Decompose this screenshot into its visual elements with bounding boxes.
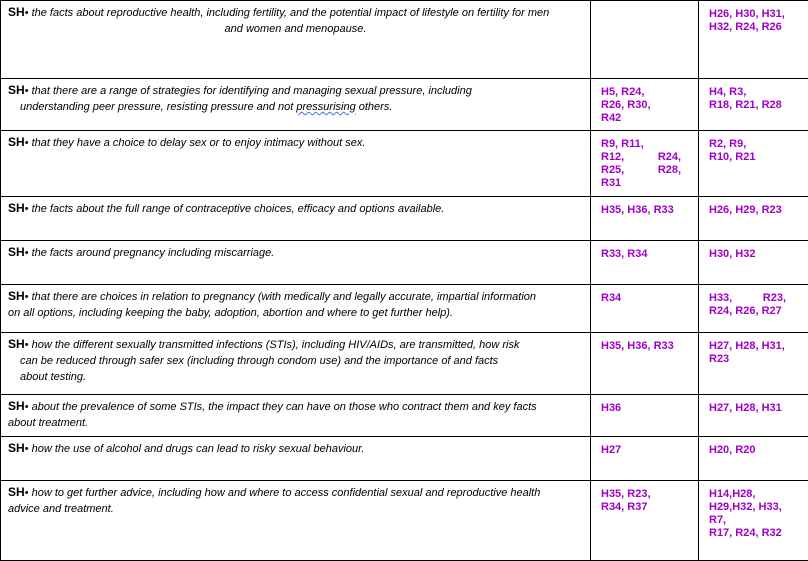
objective-line: • about the prevalence of some STIs, the impact they can have on those who contract them and key facts	[25, 401, 537, 413]
objective-line: advice and treatment.	[8, 503, 114, 515]
objective-line: • the facts about reproductive health, including fertility, and the potential impact of lifestyle on fertility for men	[25, 7, 550, 19]
code-cell-col2: H35, H36, R33	[591, 333, 699, 395]
row-prefix: SH	[8, 135, 25, 149]
table-row	[1, 395, 808, 437]
objective-cell	[1, 285, 591, 333]
code-cell-col3: H27, H28, H31	[699, 395, 808, 437]
objective-line: about treatment.	[8, 417, 88, 429]
code-cell-col3: H33, R23, R24, R26, R27	[699, 285, 808, 333]
code-cell-col3: H14,H28, H29,H32, H33, R7, R17, R24, R32	[699, 481, 808, 561]
objective-line: about testing.	[8, 369, 583, 385]
code-cell-col2: R33, R34	[591, 241, 699, 285]
row-prefix: SH	[8, 399, 25, 413]
code-cell-col2: H27	[591, 437, 699, 481]
objective-line: • the facts about the full range of contraceptive choices, efficacy and options available.	[25, 203, 445, 215]
objective-line: • how to get further advice, including how and where to access confidential sexual and reproductive health	[25, 487, 541, 499]
row-prefix: SH	[8, 485, 25, 499]
code-cell-col2: R9, R11, R12, R24, R25, R28, R31	[591, 131, 699, 197]
objective-cell	[1, 197, 591, 241]
code-cell-col2: H36	[591, 395, 699, 437]
objective-line: • the facts around pregnancy including miscarriage.	[25, 247, 275, 259]
row-prefix: SH	[8, 441, 25, 455]
row-prefix: SH	[8, 337, 25, 351]
objective-cell	[1, 437, 591, 481]
objective-line: • how the different sexually transmitted infections (STIs), including HIV/AIDs, are transmitted, how risk	[25, 339, 520, 351]
table-row	[1, 79, 808, 131]
objective-cell	[1, 395, 591, 437]
code-cell-col2: H5, R24, R26, R30, R42	[591, 79, 699, 131]
objective-cell	[1, 481, 591, 561]
objective-cell	[1, 1, 591, 79]
objective-line: • that they have a choice to delay sex or to enjoy intimacy without sex.	[25, 137, 366, 149]
code-cell-col3: H4, R3, R18, R21, R28	[699, 79, 808, 131]
objective-line: can be reduced through safer sex (including through condom use) and the importance of and facts	[8, 353, 583, 369]
code-cell-col2: R34	[591, 285, 699, 333]
objective-line: and women and menopause.	[8, 21, 583, 37]
code-cell-col2	[591, 1, 699, 79]
table-row	[1, 131, 808, 197]
code-cell-col2: H35, R23, R34, R37	[591, 481, 699, 561]
table-row	[1, 333, 808, 395]
objective-cell	[1, 333, 591, 395]
row-prefix: SH	[8, 289, 25, 303]
objective-line: others.	[356, 101, 393, 113]
row-prefix: SH	[8, 83, 25, 97]
spellcheck-word: pressurising	[296, 101, 355, 113]
table-row	[1, 437, 808, 481]
code-cell-col3: H27, H28, H31, R23	[699, 333, 808, 395]
objective-line: • that there are a range of strategies for identifying and managing sexual pressure, including	[25, 85, 472, 97]
code-cell-col3: H20, R20	[699, 437, 808, 481]
table-row	[1, 197, 808, 241]
code-cell-col3: H30, H32	[699, 241, 808, 285]
code-cell-col2: H35, H36, R33	[591, 197, 699, 241]
row-prefix: SH	[8, 5, 25, 19]
objective-line: on all options, including keeping the baby, adoption, abortion and where to get further help).	[8, 307, 453, 319]
table-row	[1, 285, 808, 333]
table-row	[1, 481, 808, 561]
objective-cell	[1, 79, 591, 131]
code-cell-col3: H26, H29, R23	[699, 197, 808, 241]
objective-line: • how the use of alcohol and drugs can lead to risky sexual behaviour.	[25, 443, 365, 455]
row-prefix: SH	[8, 245, 25, 259]
objective-line: understanding peer pressure, resisting pressure and not	[20, 101, 296, 113]
row-prefix: SH	[8, 201, 25, 215]
objective-cell	[1, 241, 591, 285]
objective-line: • that there are choices in relation to pregnancy (with medically and legally accurate, impartial information	[25, 291, 536, 303]
table-row	[1, 241, 808, 285]
code-cell-col3: H26, H30, H31, H32, R24, R26	[699, 1, 808, 79]
table-row	[1, 1, 808, 79]
code-cell-col3: R2, R9, R10, R21	[699, 131, 808, 197]
objective-cell	[1, 131, 591, 197]
